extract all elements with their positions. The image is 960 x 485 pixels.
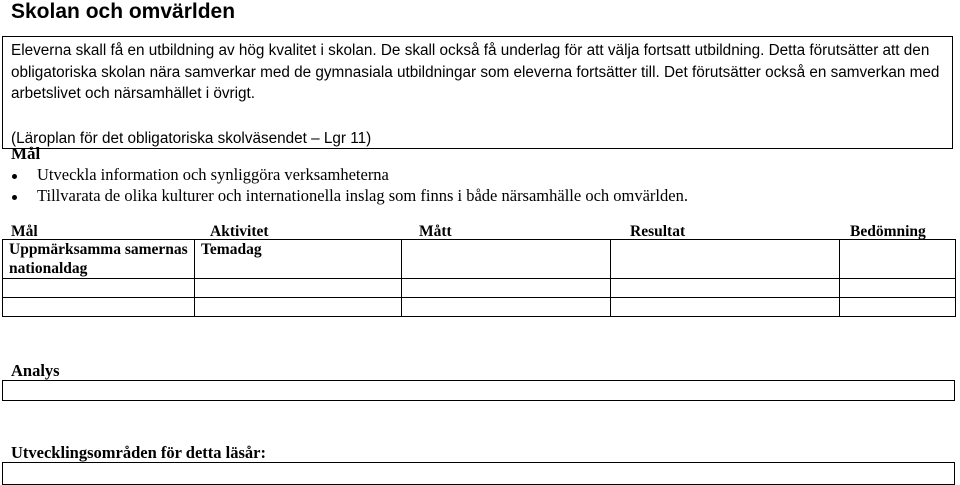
analysis-field[interactable] bbox=[2, 380, 955, 401]
table-row bbox=[3, 279, 956, 298]
table-row bbox=[3, 298, 956, 317]
development-field[interactable] bbox=[2, 462, 955, 485]
table-cell[interactable] bbox=[611, 240, 840, 279]
curriculum-reference: (Läroplan för det obligatoriska skolväsendet – Lgr 11) bbox=[11, 130, 372, 147]
analysis-heading: Analys bbox=[11, 361, 60, 380]
column-header-bedomning: Bedömning bbox=[850, 223, 926, 240]
goals-heading: Mål bbox=[11, 144, 41, 163]
column-header-resultat: Resultat bbox=[630, 223, 686, 240]
table-cell[interactable] bbox=[840, 279, 956, 298]
column-header-mal: Mål bbox=[11, 223, 38, 240]
column-header-matt: Mått bbox=[419, 223, 452, 240]
table-cell[interactable] bbox=[195, 298, 402, 317]
table-cell[interactable] bbox=[402, 279, 611, 298]
goals-list bbox=[11, 165, 688, 206]
table-cell[interactable] bbox=[3, 279, 195, 298]
table-cell[interactable] bbox=[402, 240, 611, 279]
intro-box bbox=[2, 36, 953, 149]
table-cell[interactable] bbox=[3, 298, 195, 317]
goal-item: Utveckla information och synliggöra verksamheterna bbox=[11, 165, 688, 186]
table-cell[interactable] bbox=[402, 298, 611, 317]
development-heading: Utvecklingsområden för detta läsår: bbox=[11, 443, 266, 462]
page-title: Skolan och omvärlden bbox=[11, 0, 236, 23]
table-cell[interactable] bbox=[840, 298, 956, 317]
table-cell[interactable] bbox=[840, 240, 956, 279]
goal-item: Tillvarata de olika kulturer och internationella inslag som finns i både närsamhälle och omvärlden. bbox=[11, 186, 688, 207]
table-cell[interactable]: Uppmärksamma samernas nationaldag bbox=[3, 240, 195, 279]
table-cell[interactable] bbox=[195, 279, 402, 298]
column-header-aktivitet: Aktivitet bbox=[210, 223, 269, 240]
table-row bbox=[3, 240, 956, 279]
table-cell[interactable] bbox=[611, 298, 840, 317]
intro-text: Eleverna skall få en utbildning av hög kvalitet i skolan. De skall också få underlag för att välja fortsatt utbildning. Detta förutsätter att den obligatoriska skolan nära samverkar med de gymnasiala utbildningar som eleverna fortsätter till. Det förutsätter också en samverkan med arbetslivet och närsamhället i övrigt. bbox=[11, 42, 940, 102]
goals-table bbox=[2, 239, 956, 317]
table-cell[interactable]: Temadag bbox=[195, 240, 402, 279]
table-cell[interactable] bbox=[611, 279, 840, 298]
